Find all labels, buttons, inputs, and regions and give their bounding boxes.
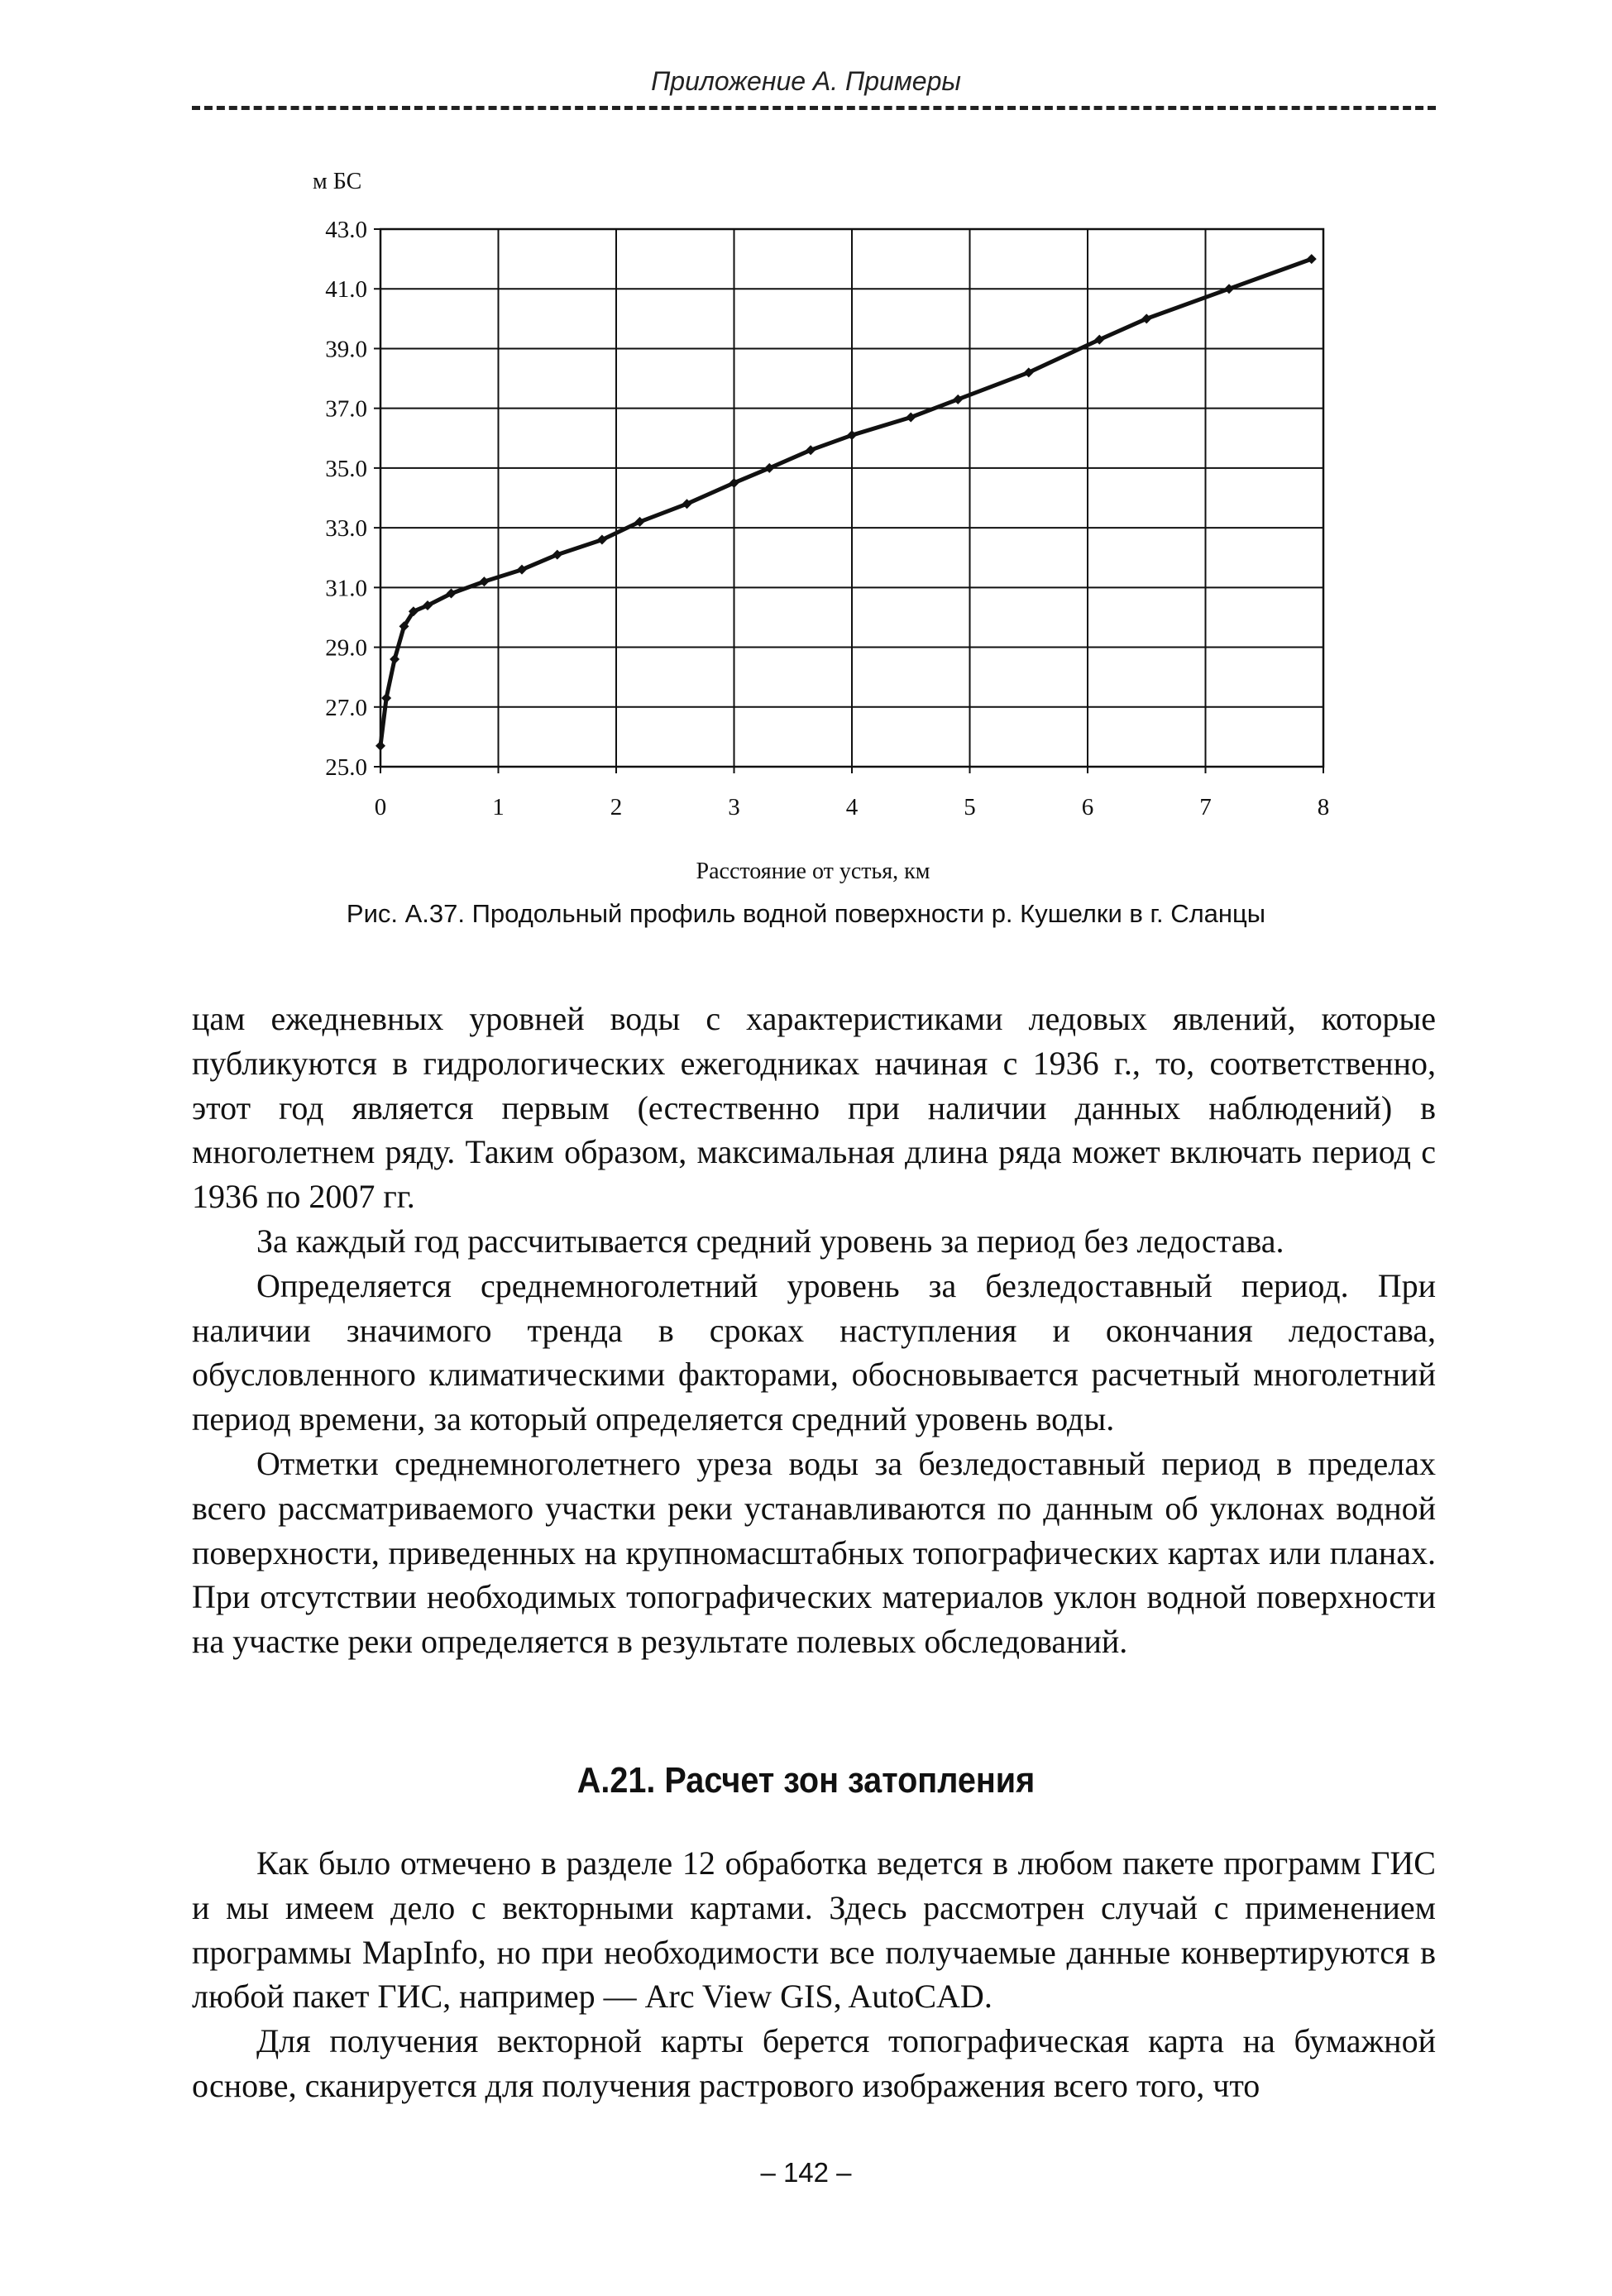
- x-tick-label: 8: [1317, 794, 1330, 820]
- y-tick-label: 25.0: [325, 754, 367, 781]
- x-tick-label: 2: [610, 794, 623, 820]
- page-number: – 142 –: [760, 2157, 852, 2188]
- y-tick-label: 35.0: [325, 455, 367, 482]
- running-header: Приложение А. Примеры: [651, 66, 961, 96]
- figure-caption: Рис. А.37. Продольный профиль водной поверхности р. Кушелки в г. Сланцы: [346, 899, 1266, 928]
- body-text-upper: [192, 997, 1436, 1664]
- x-tick-label: 1: [492, 794, 505, 820]
- header-divider: [192, 106, 1436, 110]
- water-surface-profile-chart: [281, 153, 1356, 889]
- y-tick-label: 33.0: [325, 515, 367, 543]
- paragraph: Отметки среднемноголетнего уреза воды за безледоставный период в пределах всего рассматриваемого участки реки устанавливаются по данным об уклонах водной поверхности, приведенных на крупномасштабных топографических картах или планах. При отсутствии необходимых топографических материалов уклон водной поверхности на участке реки определяется в результате полевых обследований.: [192, 1444, 1436, 1661]
- x-axis-title: Расстояние от устья, км: [696, 859, 930, 884]
- y-tick-label: 27.0: [325, 694, 367, 721]
- paragraph: Определяется среднемноголетний уровень за безледоставный период. При наличии значимого тренда в сроках наступления и окончания ледостава, обусловленного климатическими факторами, обосновывается расчетный многолетний период времени, за который определяется средний уровень воды.: [192, 1266, 1436, 1438]
- x-tick-label: 3: [728, 794, 740, 820]
- data-point-marker: [381, 693, 391, 703]
- x-tick-label: 0: [374, 794, 387, 820]
- paragraph: цам ежедневных уровней воды с характеристиками ледовых явлений, которые публикуются в гидрологических ежегодниках начиная с 1936 г., то, соответственно, этот год является первым (естественно при наличии данных наблюдений) в многолетнем ряду. Таким образом, максимальная длина ряда может включать период с 1936 по 2007 гг.: [192, 1000, 1436, 1216]
- body-text-lower: [192, 1841, 1436, 2108]
- chart-grid: [374, 229, 1323, 773]
- paragraph: Для получения векторной карты берется топографическая карта на бумажной основе, сканируется для получения растрового изображения всего того, что: [192, 2022, 1436, 2104]
- x-tick-label: 5: [964, 794, 976, 820]
- y-axis-title: м БС: [313, 169, 362, 194]
- data-point-marker: [479, 576, 489, 586]
- data-point-marker: [375, 741, 385, 751]
- y-tick-label: 37.0: [325, 395, 367, 423]
- y-axis-ticks: [325, 217, 367, 781]
- x-tick-label: 6: [1081, 794, 1094, 820]
- y-tick-label: 41.0: [325, 276, 367, 304]
- paragraph: Как было отмечено в разделе 12 обработка ведется в любом пакете программ ГИС и мы имеем дело с векторными картами. Здесь рассмотрен случай с применением программы MapInfo, но при необходимости все получаемые данные конвертируются в любой пакет ГИС, например — Arc View GIS, AutoCAD.: [192, 1844, 1436, 2016]
- paragraph: За каждый год рассчитывается средний уровень за период без ледостава.: [256, 1222, 1284, 1260]
- y-tick-label: 39.0: [325, 336, 367, 363]
- section-heading: А.21. Расчет зон затопления: [576, 1760, 1036, 1801]
- y-tick-label: 29.0: [325, 634, 367, 662]
- x-axis-ticks: [375, 794, 1330, 820]
- data-point-marker: [1224, 284, 1234, 294]
- chart-series: [375, 254, 1317, 751]
- data-point-marker: [390, 654, 399, 664]
- series-line: [380, 259, 1312, 746]
- y-tick-label: 31.0: [325, 575, 367, 602]
- y-tick-label: 43.0: [325, 217, 367, 243]
- data-point-marker: [1307, 254, 1317, 264]
- x-tick-label: 7: [1199, 794, 1212, 820]
- x-tick-label: 4: [845, 794, 859, 820]
